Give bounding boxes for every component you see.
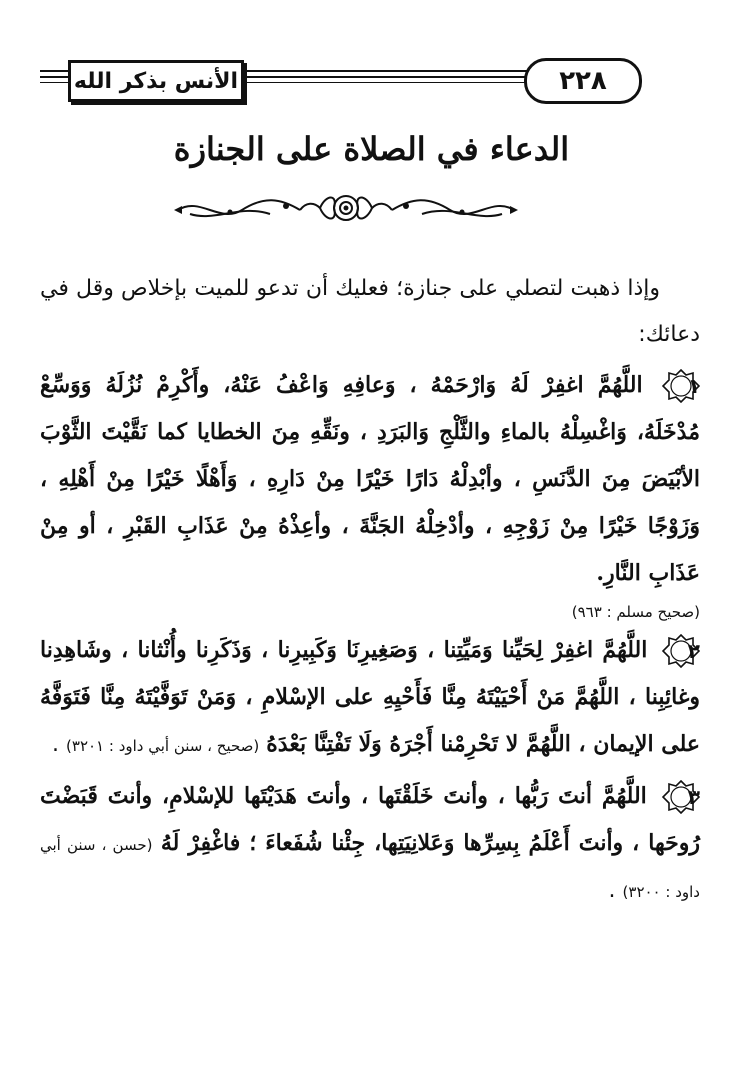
dua-source-text: (صحيح ، سنن أبي داود : ٣٢٠١) xyxy=(66,737,260,755)
page-number-frame xyxy=(524,58,642,104)
dua-number: ١ xyxy=(687,374,700,398)
dua-source xyxy=(40,597,700,627)
dua-text: اللَّهُمَّ اغفِرْ لَهُ وَارْحَمْهُ ، وَعافِهِ وَاعْفُ عَنْهُ، وأَكْرِمْ نُزُلَهُ وَوَسِّعْ مُدْخَلَهُ، وَاغْسِلْهُ بالماءِ والثَّلْجِ وَالبَرَدِ ، ونَقِّهِ مِنَ الخطايا كما نَقَّيْتَ الثَّوْبَ الأبْيَضَ مِنَ الدَّنَسِ ، وأبْدِلْهُ دَارًا خَيْرًا مِنْ دَارِهِ ، وَأَهْلًا خَيْرًا مِنْ أَهْلِهِ ، وَزَوْجًا خَيْرًا مِنْ زَوْجِهِ ، وأدْخِلْهُ الجَنَّةَ ، وأعِذْهُ مِنْ عَذَابِ القَبْرِ ، أو مِنْ عَذَابِ النَّارِ. xyxy=(40,372,700,586)
page-content xyxy=(40,266,700,915)
dua-number: ٢ xyxy=(687,639,700,663)
dua-item xyxy=(40,627,700,769)
dua-number-badge xyxy=(662,369,700,403)
dua-item xyxy=(40,773,700,915)
dua-source-text: (حسن ، سنن أبي داود : ٣٢٠٠) xyxy=(40,836,700,901)
book-title-frame xyxy=(68,60,244,102)
dua-text: اللَّهُمَّ اغفِرْ لِحَيِّنا وَمَيِّتِنا ، وَصَغِيرِنَا وَكَبِيرِنا ، وَذَكَرِنا وأُنْثانا ، وشَاهِدِنا وغائِبِنا ، اللَّهُمَّ مَنْ أَحْيَيْتَهُ مِنَّا فَأَحْيِهِ على الإسْلامِ ، وَمَنْ تَوَفَّيْتَهُ مِنَّا فَتَوَفَّهُ على الإيمان ، اللَّهُمَّ لا تَحْرِمْنا أَجْرَهُ وَلَا تَفْتِنَّا بَعْدَهُ xyxy=(40,637,700,757)
ornament-divider-icon xyxy=(170,188,522,228)
section-title: الدعاء في الصلاة على الجنازة xyxy=(173,130,570,168)
dua-end-mark: . xyxy=(608,878,616,903)
book-title: الأنس بذكر الله xyxy=(73,68,239,94)
dua-number: ٣ xyxy=(687,785,700,809)
page-number: ٢٢٨ xyxy=(559,66,607,96)
dua-item xyxy=(40,362,700,597)
dua-end-mark: . xyxy=(52,732,60,757)
dua-number-badge xyxy=(662,780,700,814)
dua-text: اللَّهُمَّ أنتَ رَبُّها ، وأنتَ خَلَقْتَها ، وأنتَ هَدَيْتَها للإسْلامِ، وأنتَ قَبَضْتَ رُوحَها ، وأنتَ أَعْلَمُ بِسِرِّها وَعَلانِيَتِها، جِئْنا شُفَعاءَ ؛ فاغْفِرْ لَهُ xyxy=(40,783,700,856)
dua-number-badge xyxy=(662,634,700,668)
intro-paragraph: وإذا ذهبت لتصلي على جنازة؛ فعليك أن تدعو للميت بإخلاص وقل في دعائك: xyxy=(40,276,700,347)
dua-source-text: (صحيح مسلم : ٩٦٣) xyxy=(571,603,700,621)
